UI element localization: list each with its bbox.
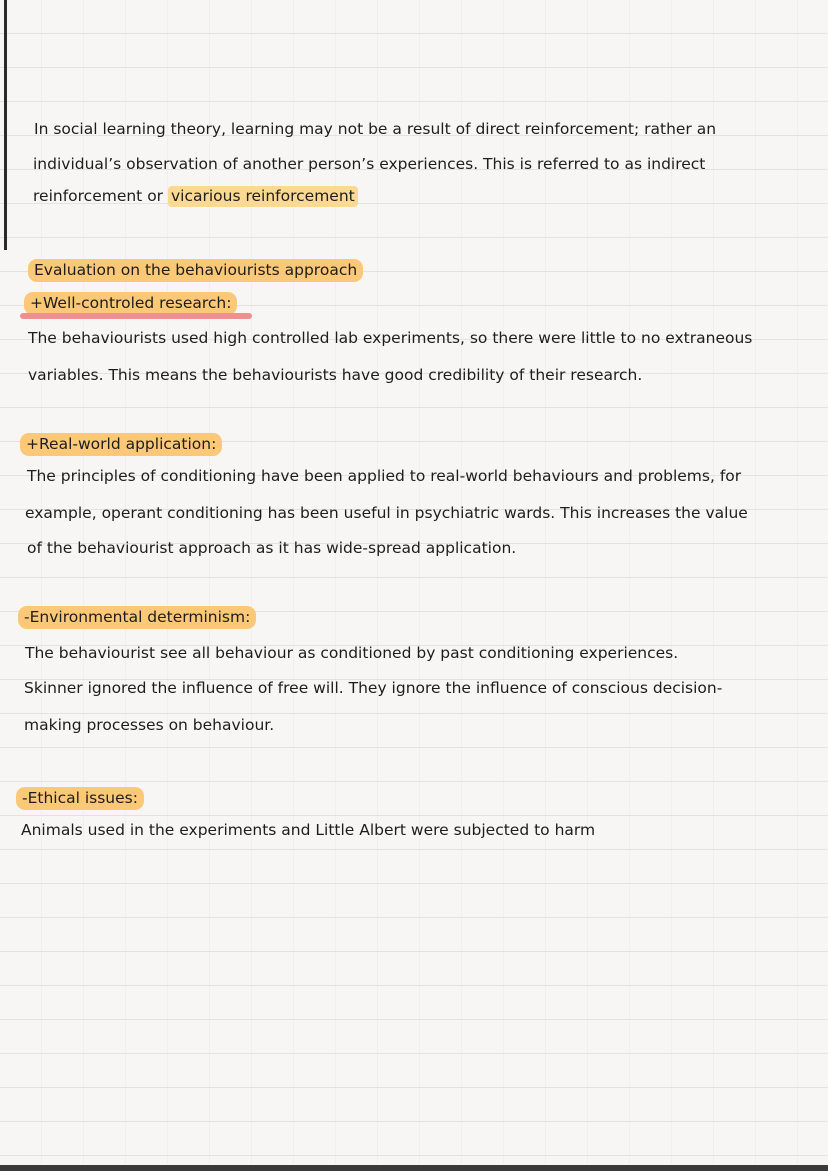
margin-line xyxy=(4,0,7,250)
section-heading-environmental-determinism xyxy=(18,607,256,627)
section-2-line-3: of the behaviourist approach as it has wide-spread application. xyxy=(27,539,517,557)
section-2-line-2: example, operant conditioning has been useful in psychiatric wards. This increases the value xyxy=(25,504,748,522)
section-heading-highlight: +Real-world application: xyxy=(20,433,222,456)
section-2-line-1: The principles of conditioning have been applied to real-world behaviours and problems, for xyxy=(27,467,742,485)
section-heading-well-controlled xyxy=(24,293,237,313)
section-3-line-2: Skinner ignored the influence of free will. They ignore the influence of conscious decision- xyxy=(24,679,723,697)
evaluation-heading xyxy=(28,260,363,280)
section-heading-ethical-issues xyxy=(16,788,144,808)
section-heading-highlight: -Environmental determinism: xyxy=(18,606,256,629)
section-4-line-1: Animals used in the experiments and Little Albert were subjected to harm xyxy=(21,821,596,839)
section-heading-real-world xyxy=(20,434,222,454)
page-bottom-edge xyxy=(0,1165,828,1171)
section-3-line-3: making processes on behaviour. xyxy=(24,716,275,734)
intro-line-1: In social learning theory, learning may not be a result of direct reinforcement; rather an xyxy=(34,120,717,138)
intro-line-3 xyxy=(33,186,358,206)
section-heading-highlight: -Ethical issues: xyxy=(16,787,144,810)
intro-line-2: individual’s observation of another person’s experiences. This is referred to as indirect xyxy=(33,155,706,173)
section-1-line-1: The behaviourists used high controlled lab experiments, so there were little to no extraneous xyxy=(28,329,753,347)
section-3-line-1: The behaviourist see all behaviour as conditioned by past conditioning experiences. xyxy=(25,644,679,662)
section-1-line-2: variables. This means the behaviourists have good credibility of their research. xyxy=(28,366,643,384)
evaluation-heading-highlight: Evaluation on the behaviourists approach xyxy=(28,259,363,282)
vicarious-reinforcement-highlight: vicarious reinforcement xyxy=(168,186,358,207)
section-heading-highlight: +Well-controled research: xyxy=(24,292,237,315)
red-underline-mark xyxy=(20,313,252,319)
intro-line-3-prefix: reinforcement or xyxy=(33,187,168,205)
